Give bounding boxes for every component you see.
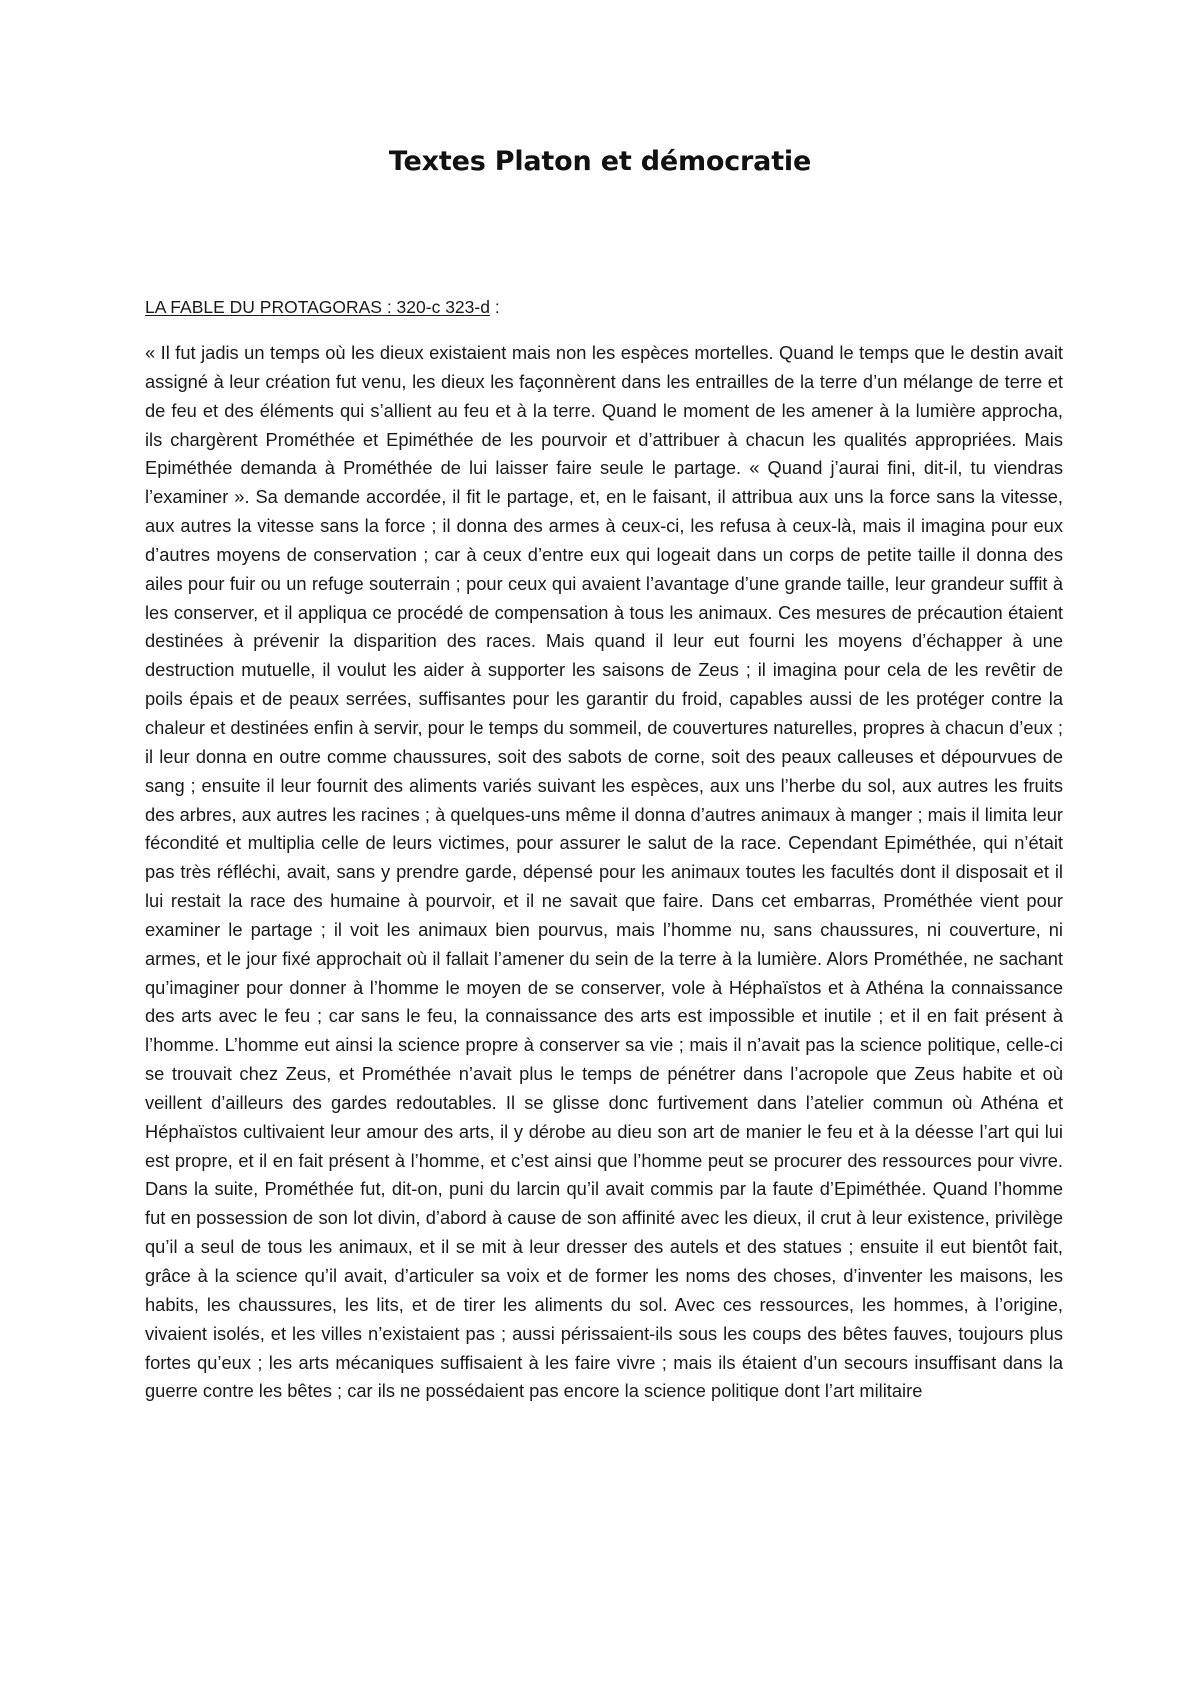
section-heading-underlined: LA FABLE DU PROTAGORAS : 320-c 323-d	[145, 297, 490, 317]
body-paragraph: « Il fut jadis un temps où les dieux existaient mais non les espèces mortelles. Quand le temps que le destin avait assigné à leur création fut venu, les dieux les façonnèrent dans les entrailles de la terre d’un mélange de terre et de feu et des éléments qui s’allient au feu et à la terre. Quand le moment de les amener à la lumière approcha, ils chargèrent Prométhée et Epiméthée de les pourvoir et d’attribuer à chacun les qualités appropriées. Mais Epiméthée demanda à Prométhée de lui laisser faire seule le partage. « Quand j’aurai fini, dit-il, tu viendras l’examiner ». Sa demande accordée, il fit le partage, et, en le faisant, il attribua aux uns la force sans la vitesse, aux autres la vitesse sans la force ; il donna des armes à ceux-ci, les refusa à ceux-là, mais il imagina pour eux d’autres moyens de conservation ; car à ceux d’entre eux qui logeait dans un corps de petite taille il donna des ailes pour fuir ou un refuge souterrain ; pour ceux qui avaient l’avantage d’une grande taille, leur grandeur suffit à les conserver, et il appliqua ce procédé de compensation à tous les animaux. Ces mesures de précaution étaient destinées à prévenir la disparition des races. Mais quand il leur eut fourni les moyens d’échapper à une destruction mutuelle, il voulut les aider à supporter les saisons de Zeus ; il imagina pour cela de les revêtir de poils épais et de peaux serrées, suffisantes pour les garantir du froid, capables aussi de les protéger contre la chaleur et destinées enfin à servir, pour le temps du sommeil, de couvertures naturelles, propres à chacun d’eux ; il leur donna en outre comme chaussures, soit des sabots de corne, soit des peaux calleuses et dépourvues de sang ; ensuite il leur fournit des aliments variés suivant les espèces, aux uns l’herbe du sol, aux autres les fruits des arbres, aux autres les racines ; à quelques-uns même il donna d’autres animaux à manger ; mais il limita leur fécondité et multiplia celle de leurs victimes, pour assurer le salut de la race. Cependant Epiméthée, qui n’était pas très réfléchi, avait, sans y prendre garde, dépensé pour les animaux toutes les facultés dont il disposait et il lui restait la race des humaine à pourvoir, et il ne savait que faire. Dans cet embarras, Prométhée vient pour examiner le partage ; il voit les animaux bien pourvus, mais l’homme nu, sans chaussures, ni couverture, ni armes, et le jour fixé approchait où il fallait l’amener du sein de la terre à la lumière. Alors Prométhée, ne sachant qu’imaginer pour donner à l’homme le moyen de se conserver, vole à Héphaïstos et à Athéna la connaissance des arts avec le feu ; car sans le feu, la connaissance des arts est impossible et inutile ; et il en fait présent à l’homme. L’homme eut ainsi la science propre à conserver sa vie ; mais il n’avait pas la science politique, celle-ci se trouvait chez Zeus, et Prométhée n’avait plus le temps de pénétrer dans l’acropole que Zeus habite et où veillent d’ailleurs des gardes redoutables. Il se glisse donc furtivement dans l’atelier commun où Athéna et Héphaïstos cultivaient leur amour des arts, il y dérobe au dieu son art de manier le feu et à la déesse l’art qui lui est propre, et il en fait présent à l’homme, et c’est ainsi que l’homme peut se procurer des ressources pour vivre. Dans la suite, Prométhée fut, dit-on, puni du larcin qu’il avait commis par la faute d’Epiméthée. Quand l’homme fut en possession de son lot divin, d’abord à cause de son affinité avec les dieux, il crut à leur existence, privilège qu’il a seul de tous les animaux, et il se mit à leur dresser des autels et des statues ; ensuite il eut bientôt fait, grâce à la science qu’il avait, d’articuler sa voix et de former les noms des choses, d’inventer les maisons, les habits, les chaussures, les lits, et de tirer les aliments du sol. Avec ces ressources, les hommes, à l’origine, vivaient isolés, et les villes n’existaient pas ; aussi périssaient-ils sous les coups des bêtes fauves, toujours plus fortes qu’eux ; les arts mécaniques suffisaient à les faire vivre ; mais ils étaient d’un secours insuffisant dans la guerre contre les bêtes ; car ils ne possédaient pas encore la science politique dont l’art militaire	[145, 342, 1063, 1402]
section-heading	[145, 297, 500, 318]
section-heading-suffix: :	[489, 297, 500, 317]
document-title: Textes Platon et démocratie	[388, 146, 812, 177]
